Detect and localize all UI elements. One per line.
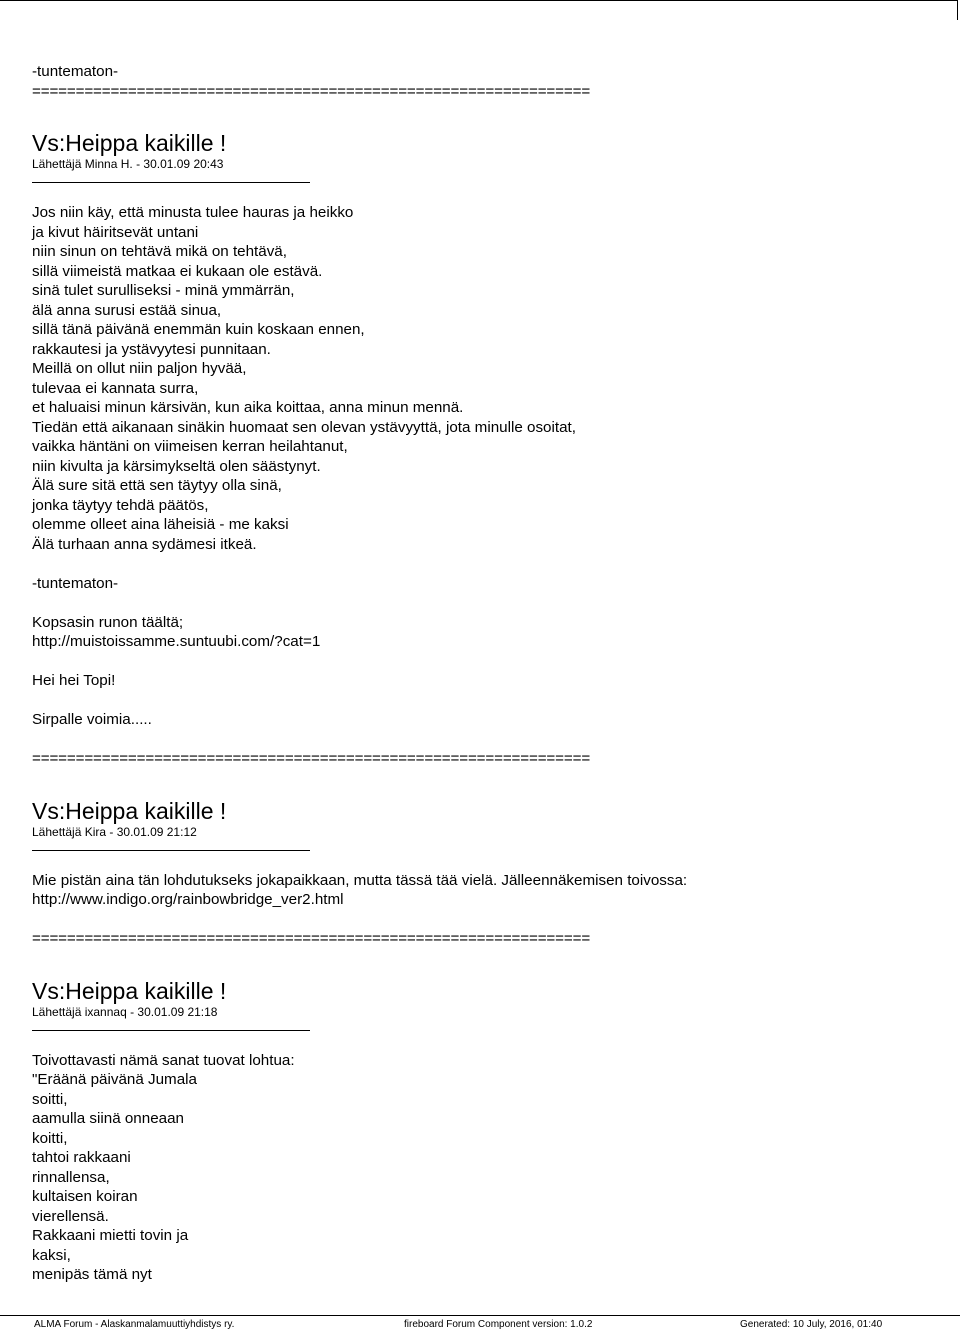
page-footer xyxy=(34,1318,894,1332)
poem-line: ja kivut häiritsevät untani xyxy=(32,223,199,241)
poem-line: jonka täytyy tehdä päätös, xyxy=(32,496,209,514)
post-link[interactable]: http://www.indigo.org/rainbowbridge_ver2.html xyxy=(32,891,344,908)
separator: ================================================================ xyxy=(32,750,591,767)
source-link[interactable]: http://muistoissamme.suntuubi.com/?cat=1 xyxy=(32,633,321,650)
top-border xyxy=(0,0,958,1)
poem-line: tahtoi rakkaani xyxy=(32,1149,131,1166)
poem-line: sinä tulet surulliseksi - minä ymmärrän, xyxy=(32,282,295,299)
post-meta: Lähettäjä Minna H. - 30.01.09 20:43 xyxy=(32,157,224,171)
post-body xyxy=(32,1051,932,1285)
poem-line: et haluaisi minun kärsivän, kun aika koittaa, anna minun mennä. xyxy=(32,399,464,416)
poem-line: vierellensä. xyxy=(32,1207,109,1225)
poem-line: Rakkaani mietti tovin ja xyxy=(32,1227,189,1244)
forum-thread xyxy=(32,62,932,1285)
poem-line: sillä tänä päivänä enemmän kuin koskaan ennen, xyxy=(32,321,365,338)
poem-line: Jos niin käy, että minusta tulee hauras ja heikko xyxy=(32,204,354,221)
poem-line: rinnallensa, xyxy=(32,1168,110,1186)
poem-line: sillä viimeistä matkaa ei kukaan ole estävä. xyxy=(32,262,323,280)
post-body xyxy=(32,871,932,949)
poem-line: kaksi, xyxy=(32,1246,71,1264)
footer-generated: Generated: 10 July, 2016, 01:40 xyxy=(740,1319,883,1330)
post-title: Vs:Heippa kaikille ! xyxy=(32,977,227,1004)
poem-line: koitti, xyxy=(32,1129,68,1147)
post xyxy=(32,798,932,949)
poem-line: Älä turhaan anna sydämesi itkeä. xyxy=(32,535,257,553)
post-title: Vs:Heippa kaikille ! xyxy=(32,797,227,824)
post-body xyxy=(32,203,932,769)
poem-line: "Eräänä päivänä Jumala xyxy=(32,1071,197,1088)
poem-line: vaikka häntäni on viimeisen kerran heilahtanut, xyxy=(32,438,348,455)
poem-line: menipäs tämä nyt xyxy=(32,1266,152,1283)
poem-line: soitti, xyxy=(32,1090,68,1108)
post-line: Mie pistän aina tän lohdutukseks jokapaikkaan, mutta tässä tää vielä. Jälleennäkemisen toivossa: xyxy=(32,871,688,889)
footer-component: fireboard Forum Component version: 1.0.2 xyxy=(404,1319,593,1330)
separator: ================================================================ xyxy=(32,930,591,947)
post-meta: Lähettäjä Kira - 30.01.09 21:12 xyxy=(32,824,197,839)
poem-line: niin kivulta ja kärsimykseltä olen säästynyt. xyxy=(32,457,321,475)
poem-line: älä anna surusi estää sinua, xyxy=(32,301,222,319)
poem-line: niin sinun on tehtävä mikä on tehtävä, xyxy=(32,243,287,260)
poem-line: Älä sure sitä että sen täytyy olla sinä, xyxy=(32,477,282,494)
source-label: Kopsasin runon täältä; xyxy=(32,613,184,631)
poem-line: aamulla siinä onneaan xyxy=(32,1110,184,1127)
post xyxy=(32,130,932,769)
post xyxy=(32,978,932,1285)
poem-line: Tiedän että aikanaan sinäkin huomaat sen olevan ystävyyttä, jota minulle osoitat, xyxy=(32,418,576,436)
intro-signature: -tuntematon- xyxy=(32,63,119,80)
separator: ================================================================ xyxy=(32,82,591,100)
poem-line: rakkautesi ja ystävyytesi punnitaan. xyxy=(32,340,271,358)
poem-line: kultaisen koiran xyxy=(32,1188,138,1205)
closing: Sirpalle voimia..... xyxy=(32,711,152,728)
poem-line: olemme olleet aina läheisiä - me kaksi xyxy=(32,516,289,533)
post-title: Vs:Heippa kaikille ! xyxy=(32,130,227,156)
footer-divider xyxy=(0,1315,960,1316)
poem-line: Toivottavasti nämä sanat tuovat lohtua: xyxy=(32,1051,295,1069)
poem-line: Meillä on ollut niin paljon hyvää, xyxy=(32,360,247,377)
greeting: Hei hei Topi! xyxy=(32,672,116,689)
poem-signature: -tuntematon- xyxy=(32,574,119,592)
poem-line: tulevaa ei kannata surra, xyxy=(32,379,199,397)
footer-site: ALMA Forum - Alaskanmalamuuttiyhdistys ry. xyxy=(34,1319,235,1330)
top-border-corner xyxy=(957,0,958,20)
post-meta: Lähettäjä ixannaq - 30.01.09 21:18 xyxy=(32,1004,218,1019)
